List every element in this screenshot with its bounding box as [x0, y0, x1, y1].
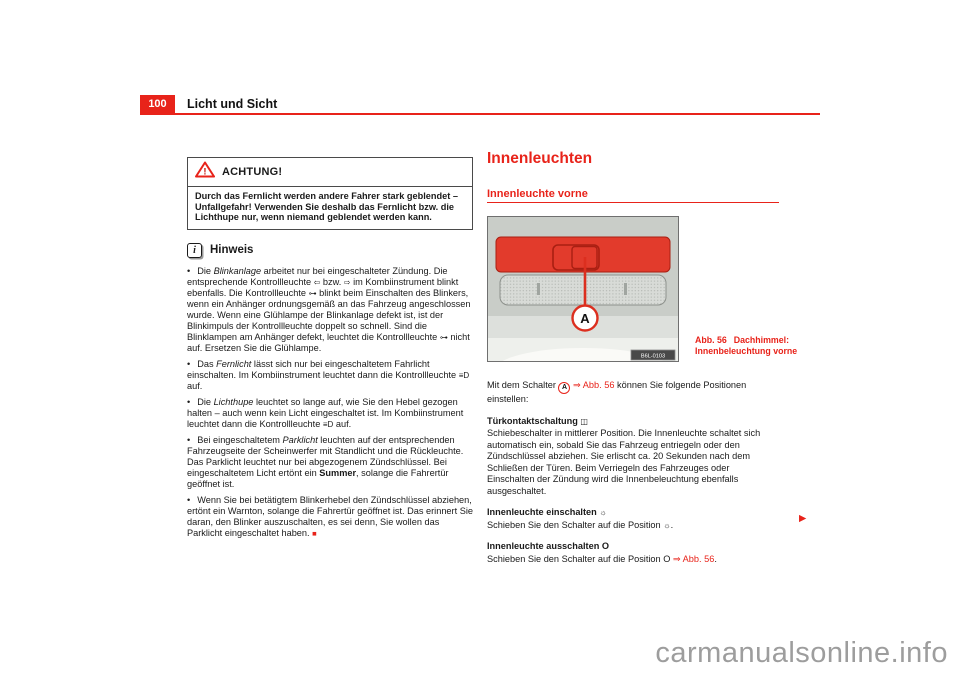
warning-text: Durch das Fernlicht werden andere Fahrer stark geblendet – Unfallgefahr! Verwenden Sie deshalb das Fernlicht bzw. die Lichthupe nur, wenn niemand geblendet werden kann.	[195, 191, 458, 223]
section-title: Innenleuchten	[487, 150, 593, 167]
left-column	[187, 157, 473, 544]
text-segment: Türkontaktschaltung	[487, 415, 581, 426]
text-segment: Das	[197, 358, 217, 369]
warning-exclamation-glyph: !	[203, 166, 207, 178]
figure-code: B6L-0103	[640, 353, 666, 360]
page-number-badge: 100	[140, 95, 175, 114]
high-beam-icon: ≡D	[458, 370, 470, 380]
header-rule	[140, 113, 820, 115]
text-segment: Mit dem Schalter	[487, 380, 559, 390]
subsection-title: Innenleuchte vorne	[487, 188, 779, 203]
turn-signal-right-icon: ⇨	[343, 277, 351, 287]
trailer-indicator-icon: ⊶	[308, 288, 317, 298]
figure-row	[487, 216, 798, 362]
text-segment: Die	[197, 396, 214, 407]
text-segment: Blinkanlage	[213, 265, 262, 276]
note-header	[187, 243, 473, 258]
note-bullet	[187, 266, 473, 354]
text-segment: Fernlicht	[216, 358, 252, 369]
intro-paragraph	[487, 380, 779, 406]
block-heading-light-on	[487, 507, 779, 519]
text-segment: nicht auf. Ersetzen Sie die Glühlampe.	[187, 331, 470, 353]
text-segment: blinkt beim Einschalten des Blinkers, wenn ein Anhänger ordnungsgemäß an das Fahrzeug angeschlossen wurde. Wenn eine Glühlampe der Blinkanlage defekt ist, ist der Blinkimpuls der Kontrollleuchte doppelt so schnell. Sind die Blinklampen am Anhänger defekt, leuchtet die Kontrollleuchte	[187, 287, 471, 342]
note-bullet	[187, 359, 473, 392]
figure-caption	[695, 335, 817, 356]
section-end-marker: ■	[312, 528, 317, 538]
trailer-indicator-icon: ⊶	[439, 332, 448, 342]
door-contact-icon: ◫	[580, 416, 588, 426]
text-segment: .	[714, 553, 717, 564]
light-lens	[500, 275, 666, 305]
text-segment: leuchtet so lange auf, wie Sie den Hebel gezogen halten – auch wenn kein Licht eingeschaltet ist. Im Kombiinstrument leuchtet dann die Kontrollleuchte	[187, 396, 464, 429]
text-segment: Schieben Sie den Schalter auf die Position O	[487, 553, 673, 564]
text-segment: Schieben Sie den Schalter auf die Position	[487, 519, 664, 530]
cross-reference-link[interactable]: ⇒ Abb. 56	[672, 553, 715, 564]
text-segment: , solange die Fahrertür geöffnet ist.	[187, 467, 449, 489]
text-segment: Lichthupe	[213, 396, 254, 407]
text-segment: Innenleuchte ausschalten O	[487, 541, 610, 551]
text-segment: Summer	[319, 467, 357, 478]
warning-box	[187, 157, 473, 230]
text-segment: Schiebeschalter in mittlerer Position. Die Innenleuchte schaltet sich automatisch ein, sobald Sie das Fahrzeug entriegeln oder den Zündschlüssel abziehen. Sie erlischt ca. 20 Sekunden nach dem Schließen der Türen. Beim Verriegeln des Fahrzeuges oder Einschalten der Zündung wird die Innenbeleuchtung ebenfalls ausgeschaltet.	[487, 428, 761, 496]
text-segment: Parklicht	[282, 434, 318, 445]
text-segment: Bei eingeschaltetem	[197, 434, 283, 445]
page-continues-icon: ▶	[799, 513, 807, 524]
cross-reference-link[interactable]: ⇒ Abb. 56	[573, 380, 615, 390]
text-segment: Innenleuchte einschalten	[487, 507, 600, 517]
watermark: carmanualsonline.info	[655, 637, 948, 669]
warning-title: ACHTUNG!	[222, 166, 283, 178]
note-title: Hinweis	[210, 244, 254, 257]
note-bullet-list	[187, 266, 473, 539]
text-segment: leuchten auf der entsprechenden Fahrzeugseite der Scheinwerfer mit Standlicht und die Rückleuchte. Das Parklicht leuchtet nur bei abgezogenem Zündschlüssel. Bei eingeschaltetem Licht ertönt ein	[187, 434, 464, 478]
page-title: Licht und Sicht	[187, 97, 278, 111]
block-body-light-off	[487, 554, 779, 566]
text-segment: Wenn Sie bei betätigtem Blinkerhebel den Zündschlüssel abziehen, ertönt ein Warnton, solange die Fahrertür geöffnet ist. Das erinnert Sie daran, den Blinker auszuschalten, es sei denn, Sie wollen das Parklicht eingeschaltet haben.	[187, 494, 473, 538]
text-segment: bzw.	[320, 276, 344, 287]
block-heading-door-contact	[487, 416, 779, 428]
turn-signal-left-icon: ⇦	[313, 277, 321, 287]
callout-letter: A	[580, 311, 590, 326]
text-segment: .	[670, 519, 674, 530]
callout-a-badge: A	[558, 382, 570, 394]
warning-triangle-icon	[195, 161, 215, 183]
block-heading-light-off	[487, 541, 779, 553]
note-bullet	[187, 435, 473, 490]
figure-caption-label: Abb. 56	[695, 335, 727, 345]
figure-caption-text: Dachhimmel: Innenbeleuchtung vorne	[695, 335, 798, 356]
note-bullet	[187, 495, 473, 539]
text-segment: im Kombiinstrument blinkt ebenfalls. Die Kontrollleuchte	[187, 276, 459, 298]
high-beam-icon: ≡D	[322, 419, 334, 429]
note-bullet	[187, 397, 473, 430]
text-segment: lässt sich nur bei eingeschaltetem Fahrlicht einschalten. Im Kombiinstrument leuchtet dann die Kontrollleuchte	[187, 358, 459, 380]
block-body-door-contact	[487, 428, 779, 497]
warning-box-header	[188, 158, 472, 187]
light-on-icon: ☼	[663, 520, 671, 530]
text-segment: auf.	[333, 418, 352, 429]
right-column	[487, 150, 798, 565]
block-body-light-on	[487, 520, 779, 532]
text-segment: können Sie folgende Positionen einstellen:	[487, 380, 747, 404]
text-segment: arbeitet nur bei eingeschalteter Zündung. Die entsprechende Kontrollleuchte	[187, 265, 448, 287]
info-icon: i	[187, 243, 202, 258]
dome-light-figure	[487, 216, 679, 362]
text-segment: auf.	[187, 380, 203, 391]
light-on-icon: ☼	[599, 508, 607, 517]
text-segment: Die	[197, 265, 214, 276]
